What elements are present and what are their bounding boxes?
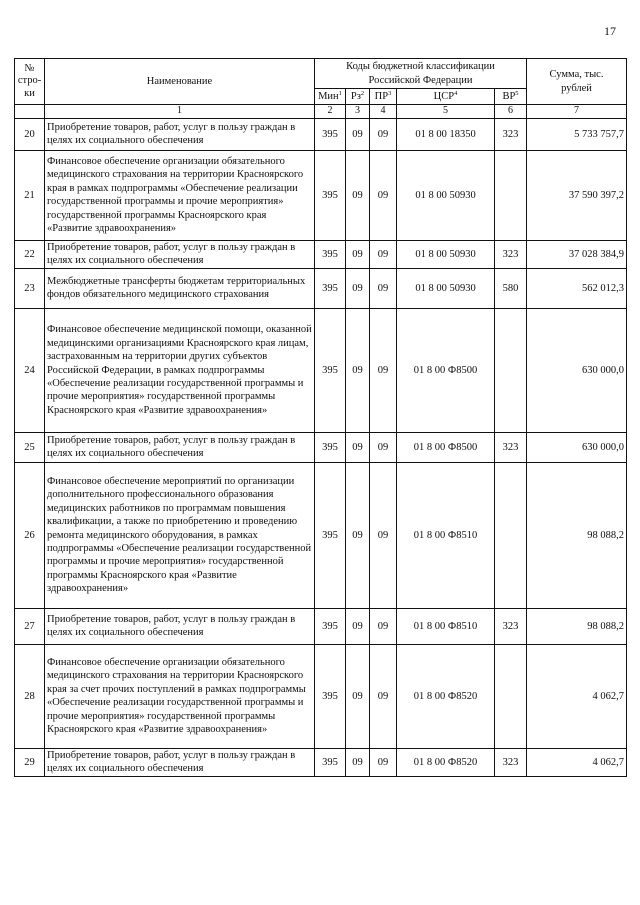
header-min	[315, 89, 346, 105]
header-pr-footnote: 3	[388, 89, 392, 97]
table-row	[15, 432, 627, 462]
row-pr-code: 09	[370, 462, 397, 608]
row-name: Финансовое обеспечение медицинской помощи, оказанной медицинскими организациями Красноярского края лицам, застрахованным на территории других субъектов Российской Федерации, в рамках подпрограммы «Обеспечение реализации государственной программы и прочие мероприятия» государственной программы Красноярского края «Развитие здравоохранения»	[45, 308, 315, 432]
table-row	[15, 644, 627, 748]
row-pr-code: 09	[370, 240, 397, 268]
row-rz-code: 09	[346, 308, 370, 432]
column-index: 4	[370, 105, 397, 119]
table-row	[15, 308, 627, 432]
row-name: Приобретение товаров, работ, услуг в пользу граждан в целях их социального обеспечения	[45, 432, 315, 462]
row-vr-code	[495, 462, 527, 608]
header-csr-footnote: 4	[454, 89, 458, 97]
table-row	[15, 150, 627, 240]
row-pr-code: 09	[370, 432, 397, 462]
header-codes-group: Коды бюджетной классификации Российской Федерации	[315, 59, 527, 89]
row-name: Межбюджетные трансферты бюджетам территориальных фондов обязательного медицинского страхования	[45, 268, 315, 308]
row-min-code: 395	[315, 644, 346, 748]
row-pr-code: 09	[370, 308, 397, 432]
row-csr-code: 01 8 00 Ф8520	[397, 748, 495, 776]
row-min-code: 395	[315, 118, 346, 150]
row-amount: 4 062,7	[527, 748, 627, 776]
row-csr-code: 01 8 00 Ф8510	[397, 462, 495, 608]
row-rz-code: 09	[346, 462, 370, 608]
row-amount: 630 000,0	[527, 308, 627, 432]
row-min-code: 395	[315, 308, 346, 432]
row-number: 22	[15, 240, 45, 268]
column-index	[15, 105, 45, 119]
row-rz-code: 09	[346, 118, 370, 150]
column-index: 1	[45, 105, 315, 119]
row-rz-code: 09	[346, 150, 370, 240]
row-vr-code	[495, 150, 527, 240]
row-pr-code: 09	[370, 608, 397, 644]
column-index: 7	[527, 105, 627, 119]
header-vr-footnote: 5	[515, 89, 519, 97]
row-number: 26	[15, 462, 45, 608]
header-rz-label: Рз	[350, 90, 361, 102]
row-csr-code: 01 8 00 18350	[397, 118, 495, 150]
row-csr-code: 01 8 00 Ф8500	[397, 308, 495, 432]
row-min-code: 395	[315, 240, 346, 268]
table-row	[15, 268, 627, 308]
row-amount: 37 590 397,2	[527, 150, 627, 240]
row-number: 20	[15, 118, 45, 150]
row-name: Финансовое обеспечение организации обязательного медицинского страхования на территории Красноярского края за счет прочих поступлений в рамках подпрограммы «Обеспечение реализации государственной программы и прочие мероприятия» государственной программы Красноярского края «Развитие здравоохранения»	[45, 644, 315, 748]
table-row	[15, 608, 627, 644]
row-min-code: 395	[315, 432, 346, 462]
row-min-code: 395	[315, 608, 346, 644]
row-rz-code: 09	[346, 644, 370, 748]
row-number: 25	[15, 432, 45, 462]
page-number: 17	[604, 24, 616, 38]
row-number: 23	[15, 268, 45, 308]
row-rz-code: 09	[346, 240, 370, 268]
row-name: Финансовое обеспечение организации обязательного медицинского страхования на территории Красноярского края в рамках подпрограммы «Обеспечение реализации государственной программы и прочие мероприятия» государственной программы Красноярского края «Развитие здравоохранения»	[45, 150, 315, 240]
header-min-footnote: 1	[338, 89, 342, 97]
row-amount: 562 012,3	[527, 268, 627, 308]
row-vr-code: 323	[495, 748, 527, 776]
row-number: 21	[15, 150, 45, 240]
row-number: 27	[15, 608, 45, 644]
row-amount: 98 088,2	[527, 462, 627, 608]
header-rz	[346, 89, 370, 105]
row-rz-code: 09	[346, 748, 370, 776]
header-sum: Сумма, тыс. рублей	[527, 59, 627, 105]
row-pr-code: 09	[370, 118, 397, 150]
table-body	[15, 118, 627, 776]
row-number: 29	[15, 748, 45, 776]
table-row	[15, 240, 627, 268]
row-vr-code	[495, 308, 527, 432]
row-rz-code: 09	[346, 268, 370, 308]
table-row	[15, 462, 627, 608]
row-csr-code: 01 8 00 Ф8510	[397, 608, 495, 644]
row-min-code: 395	[315, 748, 346, 776]
row-rz-code: 09	[346, 432, 370, 462]
header-csr-label: ЦСР	[433, 90, 455, 102]
row-name: Приобретение товаров, работ, услуг в пользу граждан в целях их социального обеспечения	[45, 240, 315, 268]
budget-table	[14, 58, 627, 777]
row-csr-code: 01 8 00 50930	[397, 240, 495, 268]
row-amount: 630 000,0	[527, 432, 627, 462]
row-vr-code: 323	[495, 118, 527, 150]
row-vr-code: 323	[495, 608, 527, 644]
row-number: 28	[15, 644, 45, 748]
header-vr-label: ВР	[502, 90, 516, 102]
header-rz-footnote: 2	[360, 89, 365, 97]
header-csr	[397, 89, 495, 105]
row-min-code: 395	[315, 268, 346, 308]
column-index: 6	[495, 105, 527, 119]
row-amount: 4 062,7	[527, 644, 627, 748]
row-vr-code: 323	[495, 432, 527, 462]
header-pr-label: ПР	[374, 90, 389, 102]
column-index: 2	[315, 105, 346, 119]
row-csr-code: 01 8 00 Ф8500	[397, 432, 495, 462]
row-name: Приобретение товаров, работ, услуг в пользу граждан в целях их социального обеспечения	[45, 118, 315, 150]
row-csr-code: 01 8 00 50930	[397, 150, 495, 240]
row-pr-code: 09	[370, 644, 397, 748]
row-csr-code: 01 8 00 50930	[397, 268, 495, 308]
table-row	[15, 748, 627, 776]
header-min-label: Мин	[318, 90, 339, 102]
table-row	[15, 118, 627, 150]
row-amount: 37 028 384,9	[527, 240, 627, 268]
header-row-no: № стро-ки	[15, 59, 45, 105]
row-min-code: 395	[315, 462, 346, 608]
header-vr	[495, 89, 527, 105]
column-index: 3	[346, 105, 370, 119]
row-number: 24	[15, 308, 45, 432]
row-rz-code: 09	[346, 608, 370, 644]
row-vr-code	[495, 644, 527, 748]
row-name: Приобретение товаров, работ, услуг в пользу граждан в целях их социального обеспечения	[45, 748, 315, 776]
row-amount: 98 088,2	[527, 608, 627, 644]
row-pr-code: 09	[370, 268, 397, 308]
row-name: Финансовое обеспечение мероприятий по организации дополнительного профессионального образования медицинских работников по программам повышения квалификации, а также по приобретению и проведению ремонта медицинского оборудования, в рамках подпрограммы «Обеспечение реализации государственной программы и прочие мероприятия» государственной программы Красноярского края «Развитие здравоохранения»	[45, 462, 315, 608]
column-index: 5	[397, 105, 495, 119]
row-pr-code: 09	[370, 748, 397, 776]
row-min-code: 395	[315, 150, 346, 240]
header-pr	[370, 89, 397, 105]
header-row	[15, 59, 627, 89]
header-name: Наименование	[45, 59, 315, 105]
row-pr-code: 09	[370, 150, 397, 240]
column-index-row	[15, 105, 627, 119]
row-name: Приобретение товаров, работ, услуг в пользу граждан в целях их социального обеспечения	[45, 608, 315, 644]
row-csr-code: 01 8 00 Ф8520	[397, 644, 495, 748]
row-vr-code: 323	[495, 240, 527, 268]
row-vr-code: 580	[495, 268, 527, 308]
row-amount: 5 733 757,7	[527, 118, 627, 150]
